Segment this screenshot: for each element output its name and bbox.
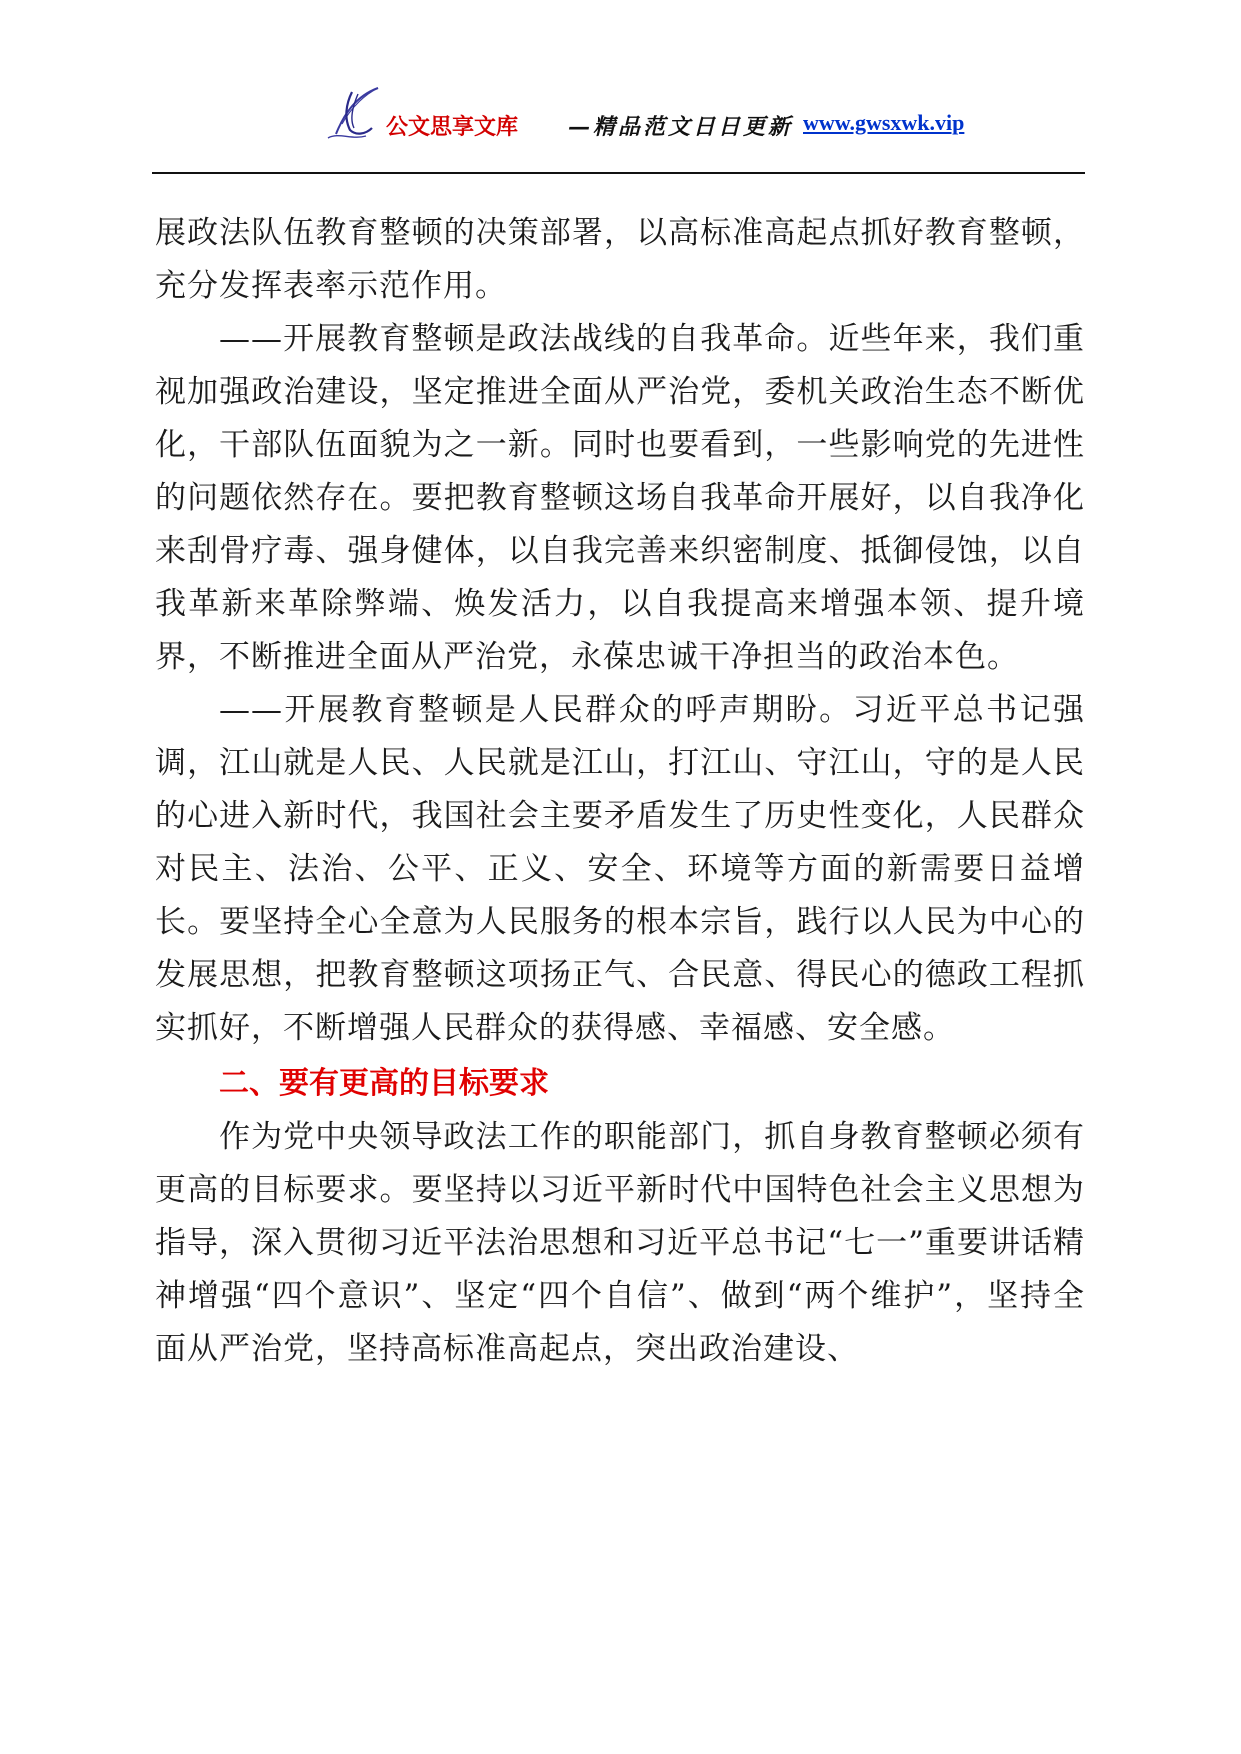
header-divider — [152, 172, 1085, 174]
paragraph-public-expectation: ——开展教育整顿是人民群众的呼声期盼。习近平总书记强调，江山就是人民、人民就是江山，打江山、守江山，守的是人民的心进入新时代，我国社会主要矛盾发生了历史性变化，人民群众对民主、法治、公平、正义、安全、环境等方面的新需要日益增长。要坚持全心全意为人民服务的根本宗旨，践行以人民为中心的发展思想，把教育整顿这项扬正气、合民意、得民心的德政工程抓实抓好，不断增强人民群众的获得感、幸福感、安全感。 — [155, 692, 1085, 1046]
feather-pen-logo-icon — [322, 84, 384, 144]
site-name: 公文思享文库 — [386, 114, 519, 140]
paragraph-self-revolution: ——开展教育整顿是政法战线的自我革命。近些年来，我们重视加强政治建设，坚定推进全面从严治党，委机关政治生态不断优化，干部队伍面貌为之一新。同时也要看到，一些影响党的先进性的问题依然存在。要把教育整顿这场自我革命开展好，以自我净化来刮骨疗毒、强身健体，以自我完善来织密制度、抵御侵蚀，以自我革新来革除弊端、焕发活力，以自我提高来增强本领、提升境界，不断推进全面从严治党，永葆忠诚干净担当的政治本色。 — [155, 321, 1085, 675]
paragraph-continuation: 展政法队伍教育整顿的决策部署，以高标准高起点抓好教育整顿，充分发挥表率示范作用。 — [155, 215, 1085, 304]
site-url-link[interactable]: www.gwsxwk.vip — [803, 110, 965, 135]
paragraph-goal-requirements: 作为党中央领导政法工作的职能部门，抓自身教育整顿必须有更高的目标要求。要坚持以习近平新时代中国特色社会主义思想为指导，深入贯彻习近平法治思想和习近平总书记“七一”重要讲话精神增强“四个意识”、坚定“四个自信”、做到“两个维护”，坚持全面从严治党，坚持高标准高起点，突出政治建设、 — [155, 1119, 1085, 1367]
section-heading: 二、要有更高的目标要求 — [219, 1066, 549, 1101]
document-body — [155, 207, 1085, 1376]
site-slogan: —精品范文日日更新 — [568, 114, 794, 140]
page-header — [0, 78, 1241, 148]
